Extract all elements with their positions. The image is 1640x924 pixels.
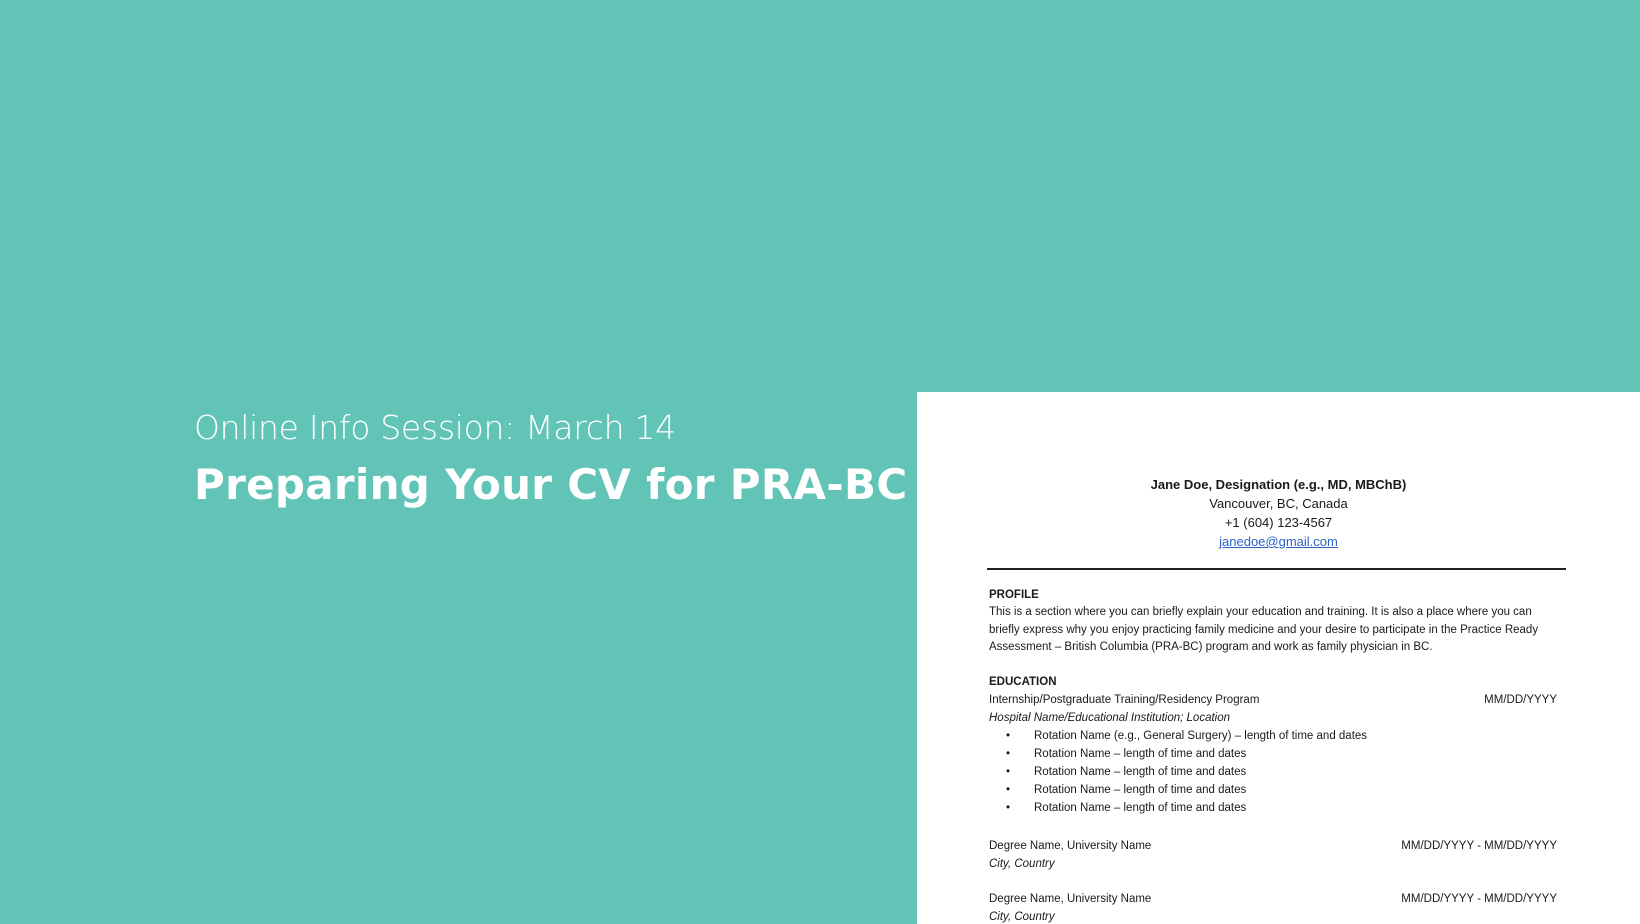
rotation-item: • Rotation Name – length of time and dates <box>1006 766 1247 778</box>
profile-heading: PROFILE <box>989 589 1039 601</box>
cv-phone: +1 (604) 123-4567 <box>1224 515 1333 530</box>
rotation-item: • Rotation Name – length of time and dates <box>1006 802 1247 814</box>
degree-name: Degree Name, University Name <box>989 893 1152 905</box>
education-heading: EDUCATION <box>989 676 1057 688</box>
header-divider <box>987 568 1566 570</box>
page-title: Preparing Your CV for PRA-BC <box>194 460 908 509</box>
rotation-item: • Rotation Name (e.g., General Surgery) – length of time and dates <box>1006 730 1368 742</box>
degree-dates: MM/DD/YYYY - MM/DD/YYYY <box>1401 840 1557 852</box>
degree-place: City, Country <box>989 911 1055 923</box>
cv-name: Jane Doe, Designation (e.g., MD, MBChB) <box>1150 477 1407 492</box>
program-name: Internship/Postgraduate Training/Residency Program <box>989 694 1260 706</box>
rotation-item: • Rotation Name – length of time and dates <box>1006 748 1247 760</box>
profile-text: This is a section where you can briefly explain your education and training. It is also a place where you can briefly express why you enjoy practicing family medicine and your desire to participate in the Practice Ready Assessment – British Columbia (PRA-BC) program and work as family physician in BC. <box>989 606 1539 653</box>
cv-location: Vancouver, BC, Canada <box>1209 496 1348 511</box>
rotation-item: • Rotation Name – length of time and dates <box>1006 784 1247 796</box>
cv-document-preview <box>917 392 1640 924</box>
institution-line: Hospital Name/Educational Institution; Location <box>989 712 1231 724</box>
degree-name: Degree Name, University Name <box>989 840 1152 852</box>
degree-dates: MM/DD/YYYY - MM/DD/YYYY <box>1401 893 1557 905</box>
session-subtitle: Online Info Session: March 14 <box>194 408 676 447</box>
program-date: MM/DD/YYYY <box>1484 694 1557 706</box>
degree-row <box>989 838 1557 855</box>
degree-row <box>989 891 1557 908</box>
cv-email-link[interactable]: janedoe@gmail.com <box>1219 534 1338 549</box>
program-row <box>989 692 1557 709</box>
degree-place: City, Country <box>989 858 1055 870</box>
